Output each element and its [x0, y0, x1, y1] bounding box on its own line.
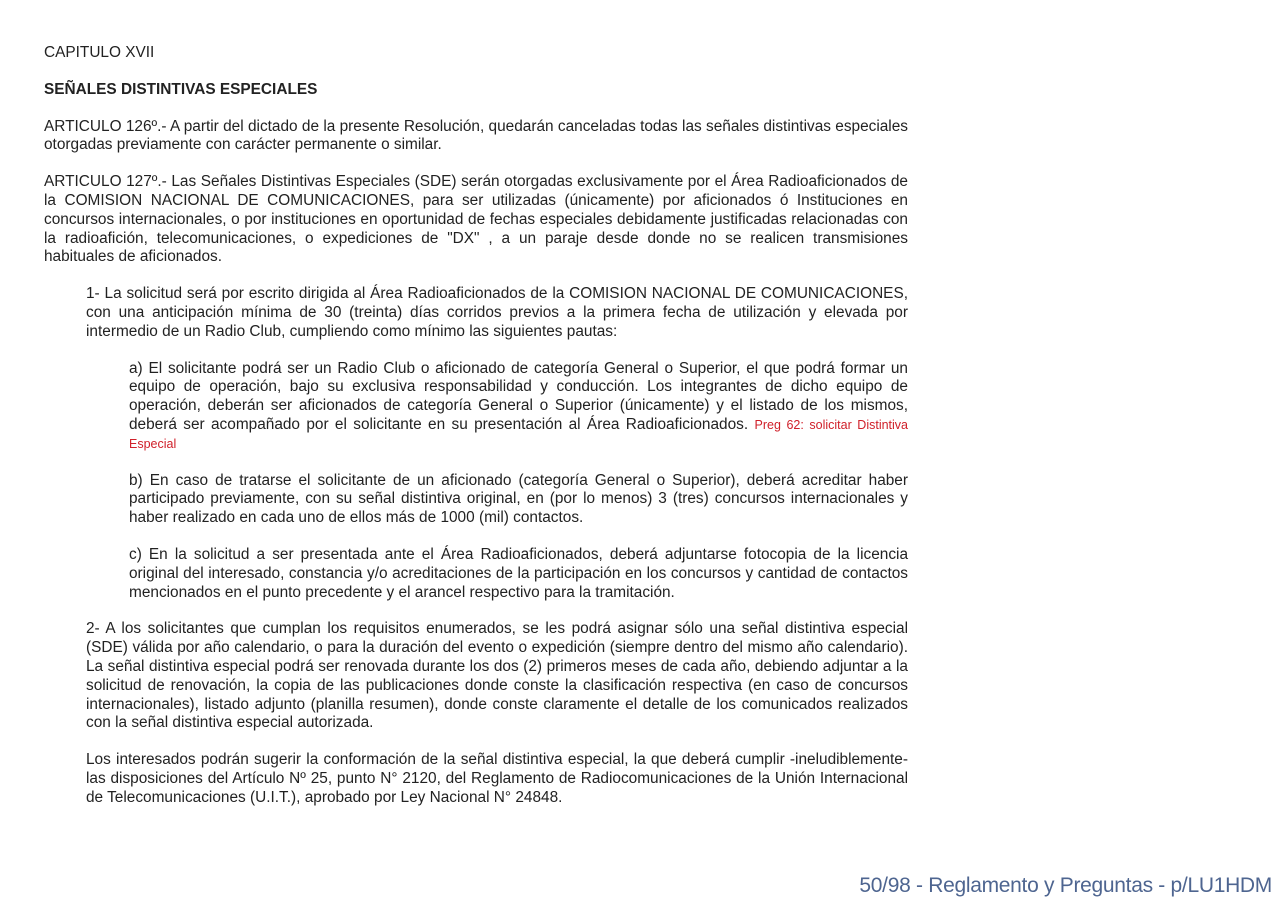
closing-paragraph: Los interesados podrán sugerir la conformación de la señal distintiva especial, la que deberá cumplir -ineludiblemente- las disposiciones del Artículo Nº 25, punto N° 2120, del Reglamento de Radiocomunicaciones de la Unión Internacional de Telecomunicaciones (U.I.T.), aprobado por Ley Nacional N° 24848.	[86, 751, 908, 806]
page-footer: 50/98 - Reglamento y Preguntas - p/LU1HDM	[859, 874, 1272, 897]
document-body	[44, 44, 908, 826]
item-1: 1- La solicitud será por escrito dirigida al Área Radioaficionados de la COMISION NACIONAL DE COMUNICACIONES, con una anticipación mínima de 30 (treinta) días corridos previos a la primera fecha de utilización y elevada por intermedio de un Radio Club, cumpliendo como mínimo las siguientes pautas:	[86, 285, 908, 340]
article-127: ARTICULO 127º.- Las Señales Distintivas Especiales (SDE) serán otorgadas exclusivamente por el Área Radioaficionados de la COMISION NACIONAL DE COMUNICACIONES, para ser utilizadas (únicamente) por aficionados ó Instituciones en concursos internacionales, o por instituciones en oportunidad de fechas especiales debidamente justificadas relacionadas con la radioafición, telecomunicaciones, o expediciones de "DX" , a un paraje desde donde no se realicen transmisiones habituales de aficionados.	[44, 173, 908, 266]
item-2: 2- A los solicitantes que cumplan los requisitos enumerados, se les podrá asignar sólo una señal distintiva especial (SDE) válida por año calendario, o para la duración del evento o expedición (siempre dentro del mismo año calendario). La señal distintiva especial podrá ser renovada durante los dos (2) primeros meses de cada año, debiendo adjuntar a la solicitud de renovación, la copia de las publicaciones donde conste la clasificación respectiva (en caso de concursos internacionales), listado adjunto (planilla resumen), donde conste claramente el detalle de los comunicados realizados con la señal distintiva especial autorizada.	[86, 620, 908, 732]
item-1b: b) En caso de tratarse el solicitante de un aficionado (categoría General o Superior), deberá acreditar haber participado previamente, con su señal distintiva original, en (por lo menos) 3 (tres) concursos internacionales y haber realizado en cada uno de ellos más de 1000 (mil) contactos.	[129, 471, 908, 527]
article-126: ARTICULO 126º.- A partir del dictado de la presente Resolución, quedarán canceladas todas las señales distintivas especiales otorgadas previamente con carácter permanente o similar.	[44, 117, 908, 154]
chapter-title: CAPITULO XVII	[44, 44, 155, 61]
question-reference-note: Preg 62: solicitar Distintiva Especial	[129, 417, 908, 451]
item-1a	[129, 360, 908, 454]
item-1c: c) En la solicitud a ser presentada ante el Área Radioaficionados, deberá adjuntarse fotocopia de la licencia original del interesado, constancia y/o acreditaciones de la participación en los concursos y cantidad de contactos mencionados en el punto precedente y el arancel respectivo para la tramitación.	[129, 545, 908, 601]
section-title: SEÑALES DISTINTIVAS ESPECIALES	[44, 80, 318, 98]
item-1a-text: a) El solicitante podrá ser un Radio Club o aficionado de categoría General o Superior, el que podrá formar un equipo de operación, bajo su exclusiva responsabilidad y conducción. Los integrantes de dicho equipo de operación, deberán ser aficionados de categoría General o Superior (únicamente) y el listado de los mismos, deberá ser acompañado por el solicitante en su presentación al Área Radioaficionados.	[129, 359, 908, 433]
